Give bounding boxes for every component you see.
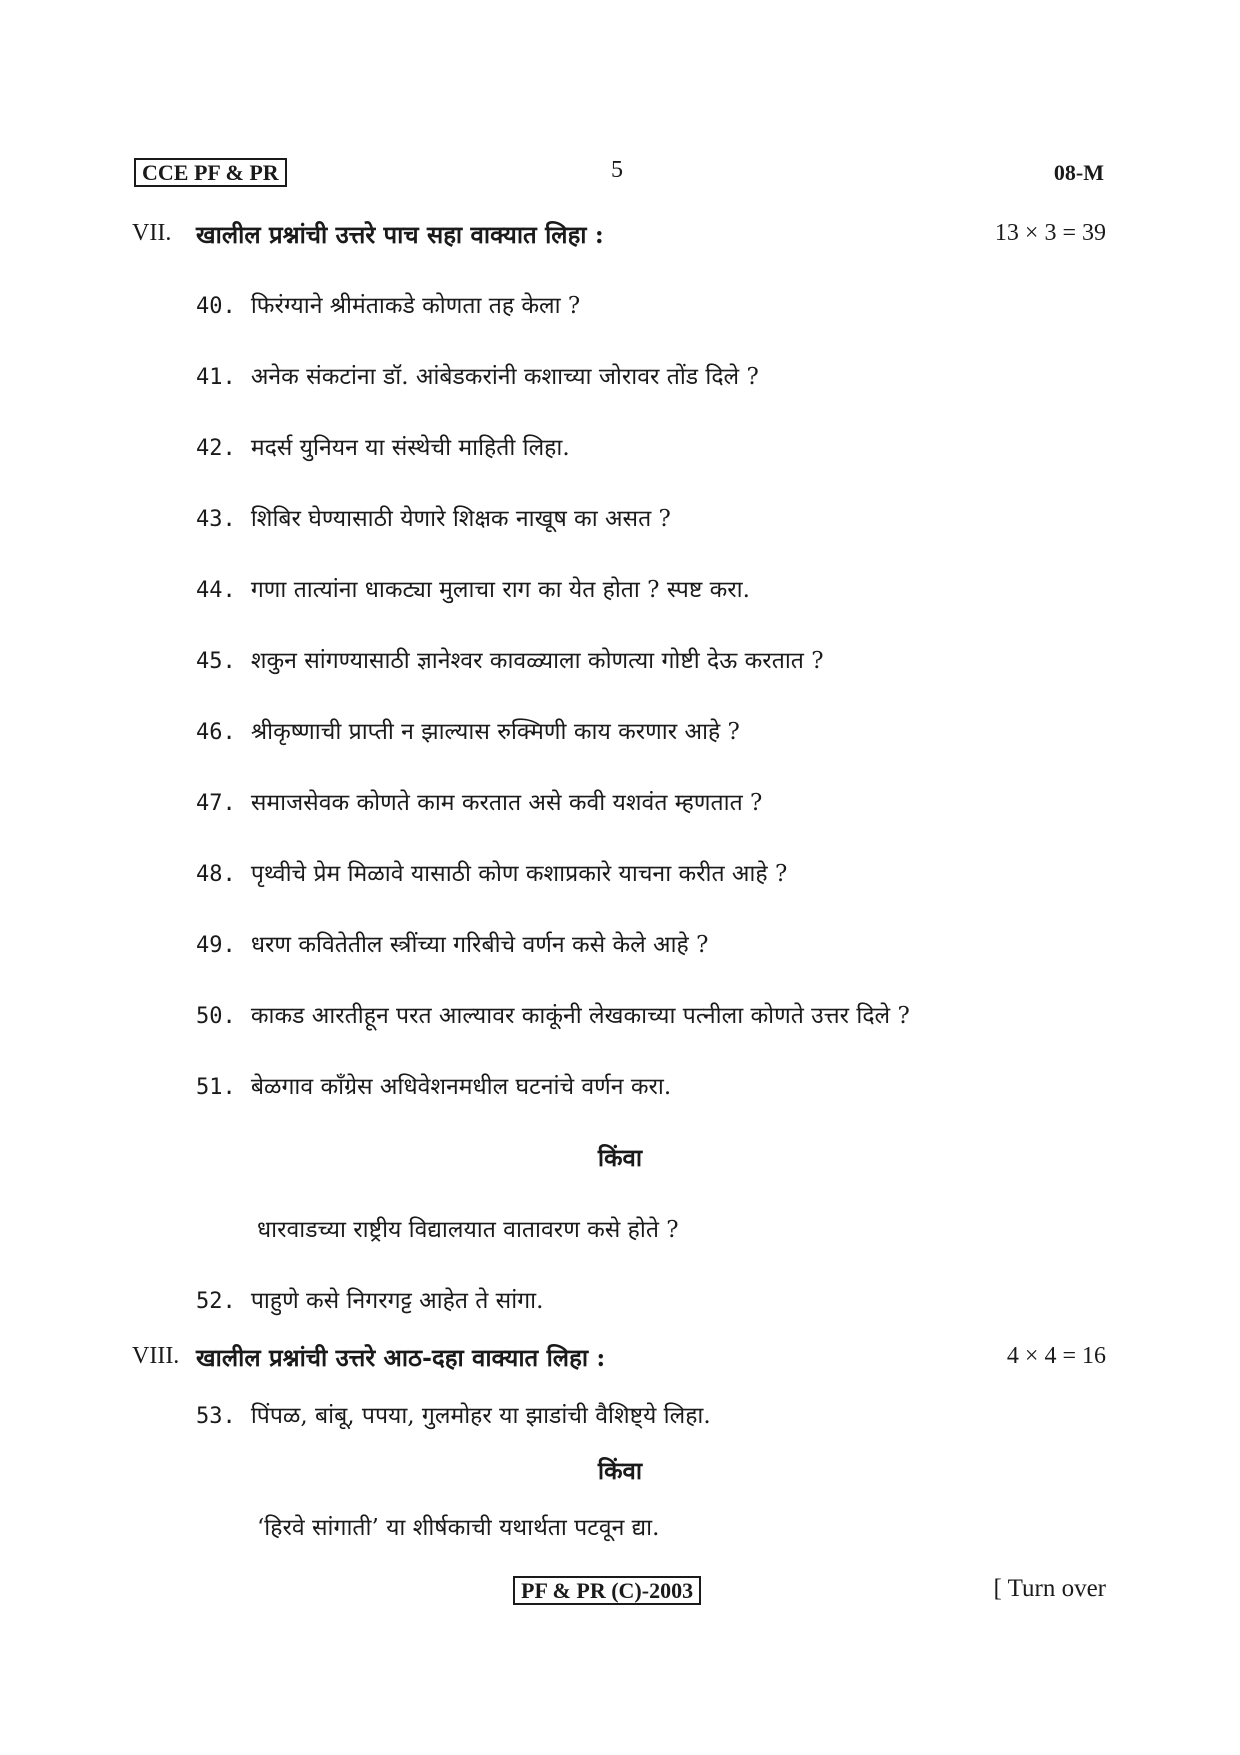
question-number: 47. <box>196 791 236 816</box>
question-number: 53. <box>196 1404 236 1429</box>
question-51-alternative: धारवाडच्या राष्ट्रीय विद्यालयात वातावरण कसे होते ? <box>257 1217 679 1243</box>
section-8-marks: 4 × 4 = 16 <box>1006 1343 1106 1369</box>
question-53-alternative: ‘हिरवे सांगाती’ या शीर्षकाची यथार्थता पटवून द्या. <box>257 1515 660 1541</box>
question-48 <box>196 856 787 888</box>
question-text: पृथ्वीचे प्रेम मिळावे यासाठी कोण कशाप्रकारे याचना करीत आहे ? <box>250 861 788 887</box>
or-separator-1: किंवा <box>597 1143 643 1172</box>
question-text: श्रीकृष्णाची प्राप्ती न झाल्यास रुक्मिणी काय करणार आहे ? <box>250 719 740 745</box>
question-number: 42. <box>196 436 236 461</box>
question-text: बेळगाव काँग्रेस अधिवेशनमधील घटनांचे वर्णन करा. <box>250 1074 672 1100</box>
question-45 <box>196 643 824 675</box>
question-number: 52. <box>196 1289 236 1314</box>
question-52 <box>196 1283 543 1315</box>
footer-code-box: PF & PR (C)-2003 <box>513 1576 701 1605</box>
question-number: 48. <box>196 862 236 887</box>
question-number: 46. <box>196 720 236 745</box>
question-number: 51. <box>196 1075 236 1100</box>
question-number: 45. <box>196 649 236 674</box>
question-41 <box>196 359 759 391</box>
question-43 <box>196 501 671 533</box>
question-53 <box>196 1398 711 1430</box>
question-number: 40. <box>196 294 236 319</box>
question-47 <box>196 785 762 817</box>
turn-over-note: [ Turn over <box>993 1575 1106 1602</box>
question-text: शिबिर घेण्यासाठी येणारे शिक्षक नाखूष का असत ? <box>250 506 671 532</box>
question-text: पाहुणे कसे निगरगट्ट आहेत ते सांगा. <box>250 1288 544 1314</box>
question-40 <box>196 288 580 320</box>
section-8-number: VIII. <box>132 1343 180 1369</box>
question-text: शकुन सांगण्यासाठी ज्ञानेश्वर कावळ्याला कोणत्या गोष्टी देऊ करतात ? <box>250 648 824 674</box>
question-number: 50. <box>196 1004 236 1029</box>
question-text: पिंपळ, बांबू, पपया, गुलमोहर या झाडांची वैशिष्ट्ये लिहा. <box>250 1403 711 1429</box>
question-text: काकड आरतीहून परत आल्यावर काकूंनी लेखकाच्या पत्नीला कोणते उत्तर दिले ? <box>250 1003 910 1029</box>
question-44 <box>196 572 750 604</box>
section-7-number: VII. <box>132 220 172 246</box>
question-text: फिरंग्याने श्रीमंताकडे कोणता तह केला ? <box>250 293 581 319</box>
question-51 <box>196 1069 671 1101</box>
question-number: 43. <box>196 507 236 532</box>
question-50 <box>196 998 910 1030</box>
question-text: अनेक संकटांना डॉ. आंबेडकरांनी कशाच्या जोरावर तोंड दिले ? <box>250 364 759 390</box>
question-49 <box>196 927 708 959</box>
question-46 <box>196 714 740 746</box>
section-8-heading: खालील प्रश्नांची उत्तरे आठ-दहा वाक्यात लिहा : <box>196 1343 606 1372</box>
question-42 <box>196 430 570 462</box>
question-text: समाजसेवक कोणते काम करतात असे कवी यशवंत म्हणतात ? <box>250 790 763 816</box>
page-number: 5 <box>611 157 623 183</box>
section-7-marks: 13 × 3 = 39 <box>994 220 1106 246</box>
question-number: 41. <box>196 365 236 390</box>
question-text: गणा तात्यांना धाकट्या मुलाचा राग का येत होता ? स्पष्ट करा. <box>250 577 750 603</box>
question-text: धरण कवितेतील स्त्रींच्या गरिबीचे वर्णन कसे केले आहे ? <box>250 932 709 958</box>
question-text: मदर्स युनियन या संस्थेची माहिती लिहा. <box>250 435 570 461</box>
question-number: 49. <box>196 933 236 958</box>
subject-code: 08-M <box>1053 160 1104 185</box>
question-number: 44. <box>196 578 236 603</box>
paper-code-box: CCE PF & PR <box>134 158 287 187</box>
or-separator-2: किंवा <box>597 1456 643 1485</box>
section-7-heading: खालील प्रश्नांची उत्तरे पाच सहा वाक्यात लिहा : <box>196 220 604 249</box>
